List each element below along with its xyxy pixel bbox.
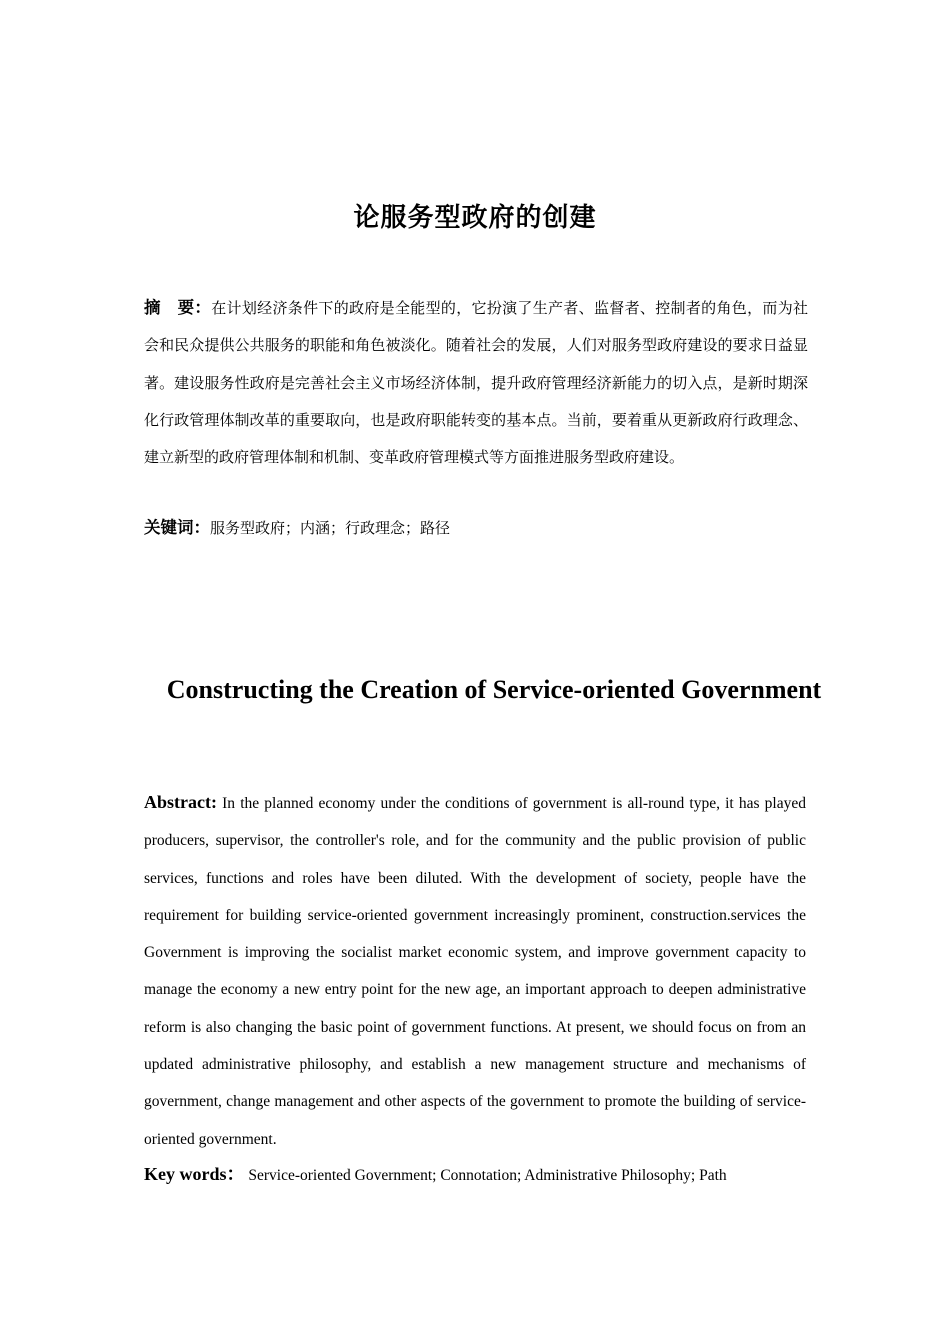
english-keywords-label: Key words： — [144, 1164, 245, 1184]
english-title: Constructing the Creation of Service-oriented Government — [166, 675, 822, 704]
chinese-keywords-text: 服务型政府；内涵；行政理念；路径 — [210, 519, 451, 537]
chinese-abstract-label: 摘 要： — [144, 298, 212, 317]
chinese-abstract — [144, 289, 808, 476]
chinese-title: 论服务型政府的创建 — [353, 203, 597, 233]
english-abstract-text: In the planned economy under the conditions of government is all-round type, it has played producers, supervisor, the controller's role, and for the community and the public provision of public services, functions and roles have been diluted. With the development of society, people have the requirement for building service-oriented government increasingly prominent, construction.services the Government is improving the socialist market economic system, and improve government capacity to manage the economy a new entry point for the new age, an important approach to deepen administrative reform is also changing the basic point of government functions. At present, we should focus on from an updated administrative philosophy, and establish a new management structure and mechanisms of government, change management and other aspects of the government to promote the building of service-oriented government. — [144, 795, 806, 1148]
english-keywords-text: Service-oriented Government; Connotation; Administrative Philosophy; Path — [248, 1167, 727, 1184]
english-abstract — [144, 784, 806, 1158]
chinese-keywords-label: 关键词： — [144, 518, 210, 537]
chinese-keywords — [144, 511, 808, 545]
english-abstract-label: Abstract: — [144, 792, 217, 812]
english-keywords — [144, 1157, 844, 1193]
chinese-abstract-text: 在计划经济条件下的政府是全能型的，它扮演了生产者、监督者、控制者的角色，而为社会和民众提供公共服务的职能和角色被淡化。随着社会的发展，人们对服务型政府建设的要求日益显著。建设服务性政府是完善社会主义市场经济体制，提升政府管理经济新能力的切入点，是新时期深化行政管理体制改革的重要取向，也是政府职能转变的基本点。当前，要着重从更新政府行政理念、建立新型的政府管理体制和机制、变革政府管理模式等方面推进服务型政府建设。 — [144, 299, 809, 467]
